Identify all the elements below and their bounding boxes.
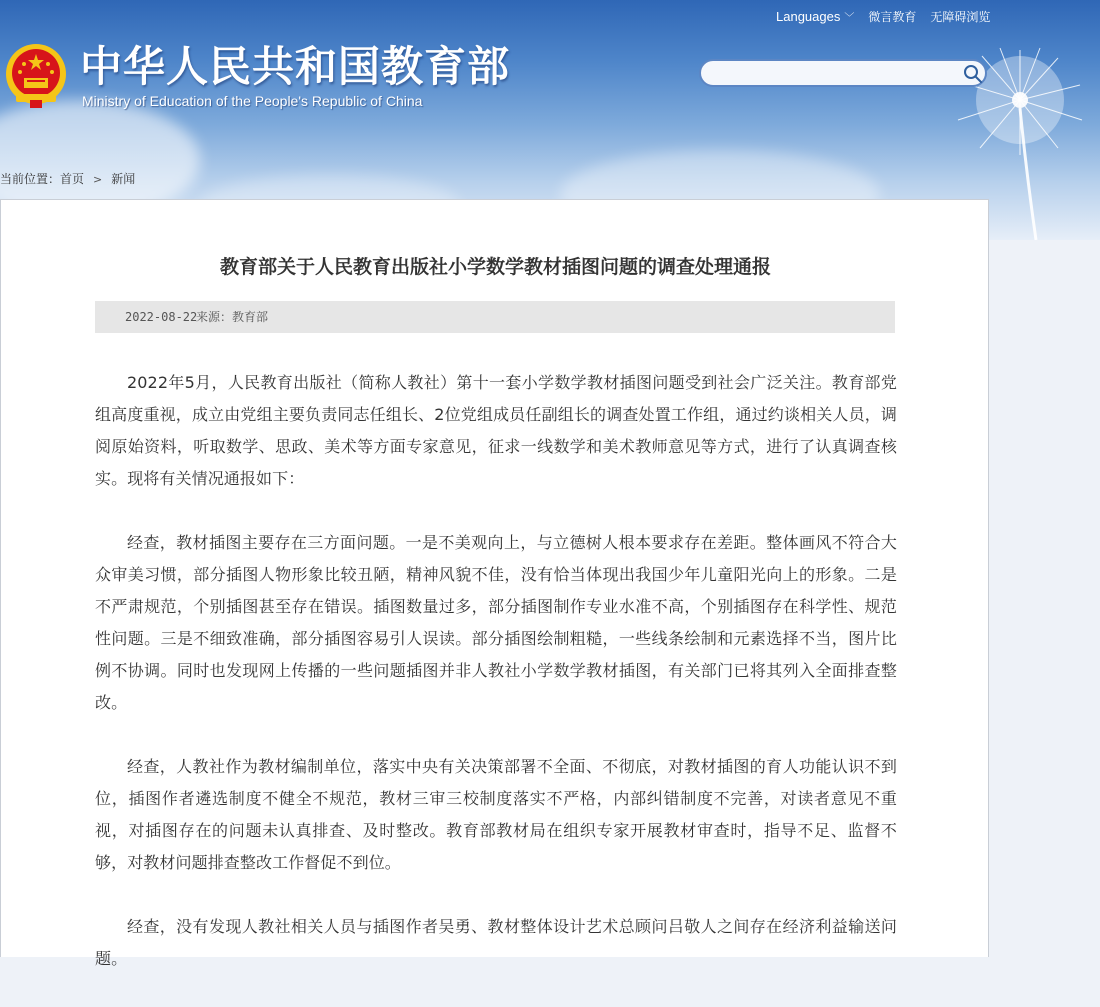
search-icon[interactable] [963, 64, 983, 84]
article-date: 2022-08-22 [125, 310, 198, 324]
article-source: 教育部 [232, 310, 269, 324]
chevron-down-icon[interactable]: ﹀ [844, 13, 855, 24]
article-container [0, 199, 989, 968]
breadcrumb-label: 当前位置： [0, 172, 61, 186]
site-logo-english: Ministry of Education of the People's Republic of China [82, 93, 423, 109]
breadcrumb [0, 171, 135, 187]
article-source-label: 来源： [196, 310, 233, 324]
article-title: 教育部关于人民教育出版社小学数学教材插图问题的调查处理通报 [219, 256, 771, 278]
article-paragraph: 2022年5月，人民教育出版社（简称人教社）第十一套小学数学教材插图问题受到社会广泛关注。教育部党组高度重视，成立由党组主要负责同志任组长、2位党组成员任副组长的调查处置工作组，通过约谈相关人员，调阅原始资料，听取数学、思政、美术等方面专家意见，征求一线数学和美术教师意见等方式，进行了认真调查核实。现将有关情况通报如下： [95, 373, 897, 488]
breadcrumb-separator-icon: > [93, 173, 103, 186]
top-links [776, 6, 990, 24]
breadcrumb-home-link[interactable]: 首页 [60, 172, 85, 186]
article-paragraph: 经查，人教社作为教材编制单位，落实中央有关决策部署不全面、不彻底，对教材插图的育人功能认识不到位，插图作者遴选制度不健全不规范，教材三审三校制度落实不严格，内部纠错制度不完善，对读者意见不重视，对插图存在的问题未认真排查、及时整改。教育部教材局在组织专家开展教材审查时，指导不足、监督不够，对教材问题排查整改工作督促不到位。 [95, 757, 897, 872]
article-paragraph: 经查，教材插图主要存在三方面问题。一是不美观向上，与立德树人根本要求存在差距。整体画风不符合大众审美习惯，部分插图人物形象比较丑陋，精神风貌不佳，没有恰当体现出我国少年儿童阳光向上的形象。二是不严肃规范，个别插图甚至存在错误。插图数量过多，部分插图制作专业水准不高，个别插图存在科学性、规范性问题。三是不细致准确，部分插图容易引人误读。部分插图绘制粗糙，一些线条绘制和元素选择不当，图片比例不协调。同时也发现网上传播的一些问题插图并非人教社小学数学教材插图，有关部门已将其列入全面排查整改。 [95, 533, 897, 712]
accessibility-link[interactable]: 无障碍浏览 [930, 10, 991, 24]
site-logo-chinese[interactable]: 中华人民共和国教育部 [80, 42, 511, 91]
weiyan-link[interactable]: 微言教育 [868, 10, 917, 24]
search-input[interactable] [711, 63, 955, 85]
article-paragraph: 经查，没有发现人教社相关人员与插图作者吴勇、教材整体设计艺术总顾问吕敬人之间存在经济利益输送问题。 [95, 917, 897, 968]
search-box [699, 59, 987, 87]
breadcrumb-current[interactable]: 新闻 [111, 172, 136, 186]
article-body [95, 367, 897, 1007]
national-emblem-icon [4, 42, 68, 110]
languages-link[interactable]: Languages [776, 9, 841, 24]
article-meta-bar [95, 301, 895, 333]
